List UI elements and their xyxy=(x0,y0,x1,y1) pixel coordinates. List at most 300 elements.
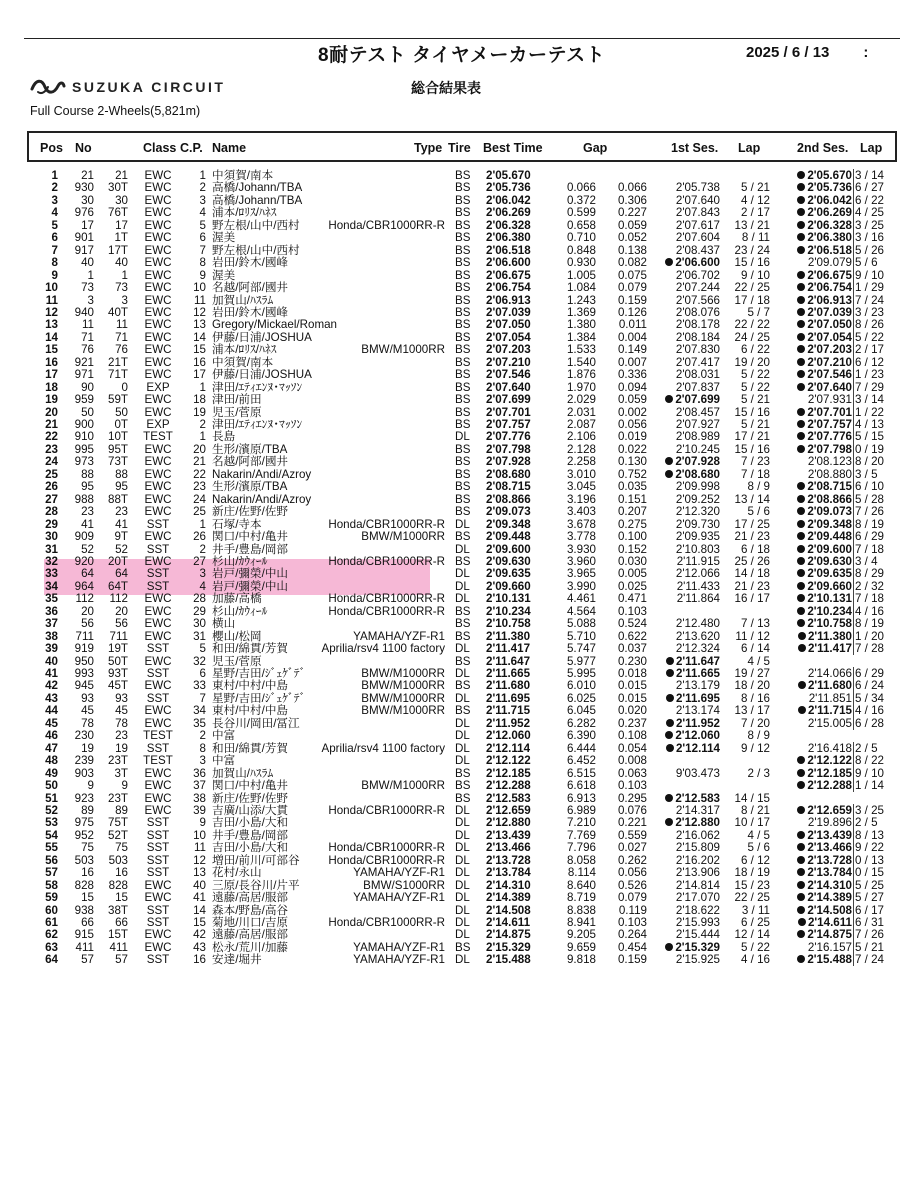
cell-cp: 7 xyxy=(199,691,206,705)
cell-2nd-session: 2'14.389 xyxy=(778,892,852,904)
cell-tire: BS xyxy=(455,554,471,568)
cell-1st-lap: 5 / 21 xyxy=(740,181,770,195)
table-row xyxy=(0,805,923,817)
cell-1st-lap: 5 / 22 xyxy=(740,380,770,394)
cell-name: 中富 xyxy=(212,754,236,768)
cell-class: EWC xyxy=(144,455,172,469)
cell-2nd-session: 2'07.798 xyxy=(778,444,852,456)
cell-name: 生形/濱原/TBA xyxy=(212,442,288,456)
cell-gap-top: 1.876 xyxy=(566,368,596,382)
cell-1st-lap: 5 / 21 xyxy=(740,393,770,407)
cell-pos: 37 xyxy=(45,617,58,631)
cell-1st-lap: 10 / 17 xyxy=(734,816,770,830)
cell-1st-lap: 2 / 17 xyxy=(740,206,770,220)
cell-tire: BS xyxy=(455,480,471,494)
table-row xyxy=(0,892,923,904)
course-label: Full Course 2-Wheels(5,821m) xyxy=(30,104,201,118)
best-lap-dot-icon xyxy=(797,843,805,851)
cell-cp: 1 xyxy=(199,430,206,444)
cell-no: 40 xyxy=(81,256,94,270)
cell-no: 21 xyxy=(81,169,94,182)
best-lap-dot-icon xyxy=(797,582,805,590)
cell-2nd-session: 2'09.600 xyxy=(778,544,852,556)
cell-1st-session: 2'13.179 xyxy=(675,679,720,693)
cell-no-alt: 73 xyxy=(115,281,128,295)
cell-class: EWC xyxy=(144,891,172,905)
cell-name: 杉山/ｶｳｨｰﾙ xyxy=(212,554,268,568)
cell-tire: BS xyxy=(455,281,471,295)
best-lap-dot-icon xyxy=(797,283,805,291)
cell-gap-prev: 0.264 xyxy=(617,928,647,942)
cell-cp: 18 xyxy=(193,393,206,407)
best-lap-dot-icon xyxy=(797,370,805,378)
cell-name: 岩田/鈴木/國峰 xyxy=(212,256,289,270)
cell-pos: 47 xyxy=(45,741,58,755)
cell-tire: BS xyxy=(455,355,471,369)
cell-gap-top: 5.977 xyxy=(566,654,596,668)
cell-class: EWC xyxy=(144,766,172,780)
cell-2nd-session: 2'12.122 xyxy=(778,755,852,767)
cell-2nd-lap: 0 / 13 xyxy=(855,853,885,867)
best-lap-dot-icon xyxy=(797,445,805,453)
cell-pos: 48 xyxy=(45,754,58,768)
cell-no: 16 xyxy=(81,866,94,880)
cell-type: Aprilia/rsv4 1100 factory xyxy=(321,642,445,656)
table-row xyxy=(0,357,923,369)
cell-gap-top: 0.372 xyxy=(566,193,596,207)
best-lap-dot-icon xyxy=(797,221,805,229)
table-row xyxy=(0,842,923,854)
cell-no-alt: 95 xyxy=(115,480,128,494)
cell-2nd-session: 2'07.931 xyxy=(807,393,852,407)
cell-no: 993 xyxy=(74,667,94,680)
cell-name: Gregory/Mickael/Roman xyxy=(212,318,337,332)
cell-pos: 9 xyxy=(51,268,58,282)
cell-no-alt: 71 xyxy=(115,330,128,344)
cell-cp: 14 xyxy=(193,903,206,917)
cell-gap-prev: 0.622 xyxy=(617,629,647,643)
logo-text: SUZUKA CIRCUIT xyxy=(72,79,226,95)
cell-best-time: 2'09.660 xyxy=(486,579,531,593)
cell-no: 920 xyxy=(74,554,94,568)
cell-class: EWC xyxy=(144,928,172,942)
col-no: No xyxy=(75,141,92,155)
cell-1st-session: 2'07.617 xyxy=(675,218,720,232)
cell-gap-top: 2.029 xyxy=(566,393,596,407)
cell-gap-top: 3.930 xyxy=(566,542,596,556)
cell-pos: 32 xyxy=(45,554,58,568)
cell-class: EWC xyxy=(144,393,172,407)
cell-gap-top: 9.205 xyxy=(566,928,596,942)
cell-class: SST xyxy=(146,916,170,929)
cell-gap-prev: 0.059 xyxy=(617,393,647,407)
cell-2nd-lap: 5 / 28 xyxy=(855,492,885,506)
cell-2nd-session: 2'14.508 xyxy=(778,905,852,917)
cell-cp: 42 xyxy=(193,928,206,942)
table-row xyxy=(0,444,923,456)
cell-2nd-lap: 7 / 28 xyxy=(855,642,885,656)
best-lap-dot-icon xyxy=(797,520,805,528)
cell-gap-top: 1.243 xyxy=(566,293,596,307)
cell-name: 吉田/小島/大和 xyxy=(212,841,289,855)
cell-2nd-lap: 5 / 15 xyxy=(855,430,885,444)
cell-best-time: 2'05.670 xyxy=(486,169,531,182)
cell-no: 923 xyxy=(74,791,94,805)
cell-no-alt: 20 xyxy=(115,604,128,618)
cell-pos: 51 xyxy=(45,791,58,805)
cell-tire: BS xyxy=(455,169,471,182)
cell-no: 995 xyxy=(74,442,94,456)
cell-gap-prev: 0.221 xyxy=(617,816,647,830)
cell-name: 長谷川/岡田/冨江 xyxy=(212,716,300,730)
cell-tire: BS xyxy=(455,380,471,394)
cell-name: 児玉/菅原 xyxy=(212,654,262,668)
cell-name: 杉山/ｶｳｨｰﾙ xyxy=(212,604,268,618)
table-row xyxy=(0,419,923,431)
cell-best-time: 2'14.875 xyxy=(486,928,531,942)
cell-2nd-lap: 9 / 10 xyxy=(855,766,885,780)
cell-gap-top: 3.965 xyxy=(566,567,596,581)
cell-tire: BS xyxy=(455,231,471,245)
cell-2nd-session: 2'06.042 xyxy=(778,195,852,207)
best-lap-dot-icon xyxy=(797,196,805,204)
cell-no-alt: 10T xyxy=(108,430,128,444)
table-row xyxy=(0,730,923,742)
cell-cp: 10 xyxy=(193,828,206,842)
cell-pos: 39 xyxy=(45,642,58,656)
cell-1st-session: 2'11.952 xyxy=(654,718,720,730)
cell-no-alt: 30 xyxy=(115,193,128,207)
cell-type: Honda/CBR1000RR-R xyxy=(328,916,445,929)
cell-no-alt: 23 xyxy=(115,505,128,519)
cell-class: SST xyxy=(146,579,170,593)
cell-1st-lap: 18 / 20 xyxy=(734,679,770,693)
cell-2nd-session: 2'07.776 xyxy=(778,431,852,443)
cell-no-alt: 45T xyxy=(108,679,128,693)
cell-1st-lap: 24 / 25 xyxy=(734,330,770,344)
cell-best-time: 2'06.518 xyxy=(486,243,531,257)
cell-tire: BS xyxy=(455,654,471,668)
cell-gap-prev: 0.002 xyxy=(617,405,647,419)
cell-gap-prev: 0.030 xyxy=(617,554,647,568)
cell-best-time: 2'11.695 xyxy=(486,691,531,705)
cell-2nd-lap: 6 / 24 xyxy=(855,679,885,693)
cell-best-time: 2'14.310 xyxy=(486,878,531,892)
cell-2nd-session: 2'14.066 xyxy=(807,667,852,680)
cell-no-alt: 30T xyxy=(108,181,128,195)
cell-pos: 14 xyxy=(45,330,58,344)
cell-cp: 15 xyxy=(193,343,206,357)
cell-gap-top: 0.066 xyxy=(566,181,596,195)
cell-name: 東村/中村/中島 xyxy=(212,704,289,718)
cell-no-alt: 9 xyxy=(121,779,128,793)
table-row xyxy=(0,668,923,680)
cell-name: 森本/野島/高谷 xyxy=(212,903,289,917)
cell-cp: 36 xyxy=(193,766,206,780)
cell-1st-lap: 21 / 23 xyxy=(734,530,770,544)
best-lap-dot-icon xyxy=(798,706,806,714)
cell-class: EWC xyxy=(144,505,172,519)
cell-gap-top: 1.384 xyxy=(566,330,596,344)
cell-2nd-lap: 8 / 26 xyxy=(855,318,885,332)
cell-pos: 22 xyxy=(45,430,58,444)
cell-type: BMW/S1000RR xyxy=(363,878,445,892)
cell-2nd-session: 2'14.310 xyxy=(778,880,852,892)
cell-1st-session: 2'12.583 xyxy=(654,793,720,805)
cell-no-alt: 88T xyxy=(108,492,128,506)
best-lap-dot-icon xyxy=(797,893,805,901)
cell-2nd-lap: 7 / 29 xyxy=(855,380,885,394)
cell-no: 230 xyxy=(74,729,94,743)
cell-pos: 55 xyxy=(45,841,58,855)
cell-tire: DL xyxy=(455,891,470,905)
cell-2nd-session: 2'12.185 xyxy=(778,768,852,780)
cell-no: 411 xyxy=(75,940,94,954)
cell-name: 中須賀/南本 xyxy=(212,355,274,369)
cell-tire: DL xyxy=(455,903,470,917)
col-cp: C.P. xyxy=(180,141,203,155)
table-row xyxy=(0,793,923,805)
table-row xyxy=(0,220,923,232)
best-lap-dot-icon xyxy=(797,831,805,839)
cell-1st-session: 2'16.202 xyxy=(675,853,720,867)
cell-name: 櫻山/松岡 xyxy=(212,629,262,643)
cell-class: EWC xyxy=(144,343,172,357)
cell-gap-top: 7.210 xyxy=(566,816,596,830)
cell-cp: 1 xyxy=(199,169,206,182)
cell-gap-top: 1.533 xyxy=(566,343,596,357)
cell-pos: 1 xyxy=(51,169,58,182)
cell-no: 112 xyxy=(75,592,94,606)
cell-1st-session: 2'08.178 xyxy=(675,318,720,332)
cell-2nd-session: 2'09.079 xyxy=(807,256,852,270)
cell-2nd-lap: 5 / 26 xyxy=(855,243,885,257)
cell-tire: BS xyxy=(455,243,471,257)
cell-name: 長島 xyxy=(212,430,236,444)
cell-name: 浦本/ﾛﾘｽ/ﾊﾈｽ xyxy=(212,206,277,220)
cell-tire: DL xyxy=(455,592,470,606)
cell-no: 938 xyxy=(74,903,94,917)
cell-tire: BS xyxy=(455,442,471,456)
cell-pos: 46 xyxy=(45,729,58,743)
cell-tire: DL xyxy=(455,567,470,581)
cell-best-time: 2'07.210 xyxy=(486,355,531,369)
cell-no: 20 xyxy=(81,604,94,618)
cell-1st-session: 2'14.317 xyxy=(675,803,720,817)
cell-1st-lap: 19 / 27 xyxy=(734,667,770,680)
cell-2nd-lap: 7 / 18 xyxy=(855,542,885,556)
best-lap-dot-icon xyxy=(798,681,806,689)
cell-name: 高橋/Johann/TBA xyxy=(212,193,303,207)
cell-no: 973 xyxy=(74,455,94,469)
cell-class: EWC xyxy=(144,878,172,892)
cell-pos: 23 xyxy=(45,442,58,456)
cell-2nd-lap: 2 / 5 xyxy=(855,816,878,830)
best-lap-dot-icon xyxy=(797,756,805,764)
cell-best-time: 2'13.784 xyxy=(486,866,531,880)
cell-class: EWC xyxy=(144,281,172,295)
cell-no: 921 xyxy=(74,355,94,369)
cell-gap-prev: 0.336 xyxy=(617,368,647,382)
best-lap-dot-icon xyxy=(797,495,805,503)
cell-1st-lap: 13 / 21 xyxy=(734,218,770,232)
cell-1st-session: 2'12.114 xyxy=(654,743,720,755)
cell-type: BMW/M1000RR xyxy=(361,667,445,680)
cell-cp: 2 xyxy=(199,181,206,195)
cell-no: 971 xyxy=(74,368,94,382)
cell-tire: DL xyxy=(455,916,470,929)
best-lap-dot-icon xyxy=(797,183,805,191)
cell-1st-lap: 5 / 7 xyxy=(747,305,770,319)
cell-class: EWC xyxy=(144,679,172,693)
cell-no: 15 xyxy=(81,891,94,905)
cell-tire: DL xyxy=(455,430,470,444)
best-lap-dot-icon xyxy=(797,383,805,391)
cell-pos: 50 xyxy=(45,779,58,793)
cell-tire: BS xyxy=(455,505,471,519)
cell-2nd-session: 2'16.418 xyxy=(807,741,852,755)
cell-name: 三原/長谷川/片平 xyxy=(212,878,300,892)
cell-best-time: 2'08.680 xyxy=(486,467,531,481)
cell-cp: 12 xyxy=(193,853,206,867)
cell-1st-session: 2'12.480 xyxy=(675,617,720,631)
cell-best-time: 2'11.665 xyxy=(486,667,531,680)
cell-2nd-session: 2'07.054 xyxy=(778,332,852,344)
cell-type: Honda/CBR1000RR-R xyxy=(328,218,445,232)
best-lap-dot-icon xyxy=(665,470,673,478)
table-row xyxy=(0,481,923,493)
cell-1st-lap: 21 / 23 xyxy=(734,579,770,593)
cell-gap-top: 3.990 xyxy=(566,579,596,593)
cell-class: EWC xyxy=(144,181,172,195)
cell-pos: 49 xyxy=(45,766,58,780)
cell-1st-lap: 7 / 18 xyxy=(740,467,770,481)
cell-name: 伊藤/日浦/JOSHUA xyxy=(212,330,312,344)
cell-class: EWC xyxy=(144,330,172,344)
cell-2nd-session: 2'14.611 xyxy=(778,917,852,929)
cell-cp: 5 xyxy=(199,642,206,656)
cell-name: 横山 xyxy=(212,617,236,631)
cell-gap-prev: 0.079 xyxy=(617,281,647,295)
cell-cp: 1 xyxy=(199,517,206,531)
cell-cp: 3 xyxy=(199,193,206,207)
cell-2nd-lap: 5 / 21 xyxy=(855,940,885,954)
cell-cp: 39 xyxy=(193,803,206,817)
cell-no-alt: 112 xyxy=(109,592,128,606)
cell-tire: BS xyxy=(455,679,471,693)
cell-cp: 11 xyxy=(193,841,206,855)
cell-gap-prev: 0.108 xyxy=(617,729,647,743)
cell-pos: 33 xyxy=(45,567,58,581)
cell-gap-prev: 0.056 xyxy=(617,418,647,431)
best-lap-dot-icon xyxy=(797,171,805,179)
cell-1st-lap: 22 / 25 xyxy=(734,281,770,295)
cell-name: 松永/荒川/加藤 xyxy=(212,940,289,954)
cell-no-alt: 21 xyxy=(115,169,128,182)
cell-cp: 37 xyxy=(193,779,206,793)
cell-1st-lap: 11 / 12 xyxy=(735,629,770,643)
cell-cp: 22 xyxy=(193,467,206,481)
cell-name: 加賀山/ﾊｽﾗﾑ xyxy=(212,293,274,307)
best-lap-dot-icon xyxy=(797,545,805,553)
best-lap-dot-icon xyxy=(666,669,674,677)
cell-2nd-session: 2'10.131 xyxy=(778,593,852,605)
cell-no-alt: 40T xyxy=(108,305,128,319)
cell-gap-prev: 0.103 xyxy=(617,604,647,618)
best-lap-dot-icon xyxy=(797,208,805,216)
cell-type: Aprilia/rsv4 1100 factory xyxy=(321,741,445,755)
cell-2nd-lap: 2 / 5 xyxy=(855,741,878,755)
cell-no-alt: 95T xyxy=(108,442,128,456)
cell-no-alt: 23 xyxy=(115,729,128,743)
cell-2nd-session: 2'07.640 xyxy=(778,382,852,394)
cell-no-alt: 17 xyxy=(115,218,128,232)
cell-no-alt: 71T xyxy=(108,368,128,382)
cell-tire: BS xyxy=(455,256,471,270)
table-row xyxy=(0,867,923,879)
table-row xyxy=(0,257,923,269)
cell-2nd-session: 2'13.784 xyxy=(778,867,852,879)
cell-cp: 26 xyxy=(193,530,206,544)
cell-gap-prev: 0.052 xyxy=(617,231,647,245)
cell-class: SST xyxy=(146,741,170,755)
cell-1st-session: 2'11.695 xyxy=(654,693,720,705)
cell-gap-top: 9.659 xyxy=(566,940,596,954)
cell-pos: 2 xyxy=(51,181,58,195)
cell-best-time: 2'09.348 xyxy=(486,517,531,531)
cell-no-alt: 88 xyxy=(115,467,128,481)
cell-2nd-lap: 3 / 14 xyxy=(855,393,885,407)
cell-class: EWC xyxy=(144,716,172,730)
cell-tire: BS xyxy=(455,791,471,805)
cell-gap-prev: 0.094 xyxy=(617,380,647,394)
cell-class: EWC xyxy=(144,218,172,232)
cell-no: 3 xyxy=(87,293,94,307)
cell-best-time: 2'15.488 xyxy=(486,953,531,967)
cell-no-alt: 1T xyxy=(114,231,128,245)
cell-cp: 3 xyxy=(199,567,206,581)
cell-name: 加藤/高橋 xyxy=(212,592,262,606)
cell-best-time: 2'06.042 xyxy=(486,193,531,207)
cell-2nd-lap: 1 / 23 xyxy=(855,368,885,382)
cell-gap-top: 6.618 xyxy=(566,779,596,793)
cell-no: 19 xyxy=(81,741,94,755)
cell-best-time: 2'06.269 xyxy=(486,206,531,220)
cell-1st-session: 2'09.252 xyxy=(675,492,720,506)
table-row xyxy=(0,295,923,307)
cell-cp: 35 xyxy=(193,716,206,730)
best-lap-dot-icon xyxy=(666,719,674,727)
cell-no: 9 xyxy=(87,779,94,793)
cell-gap-top: 2.258 xyxy=(566,455,596,469)
cell-type: YAMAHA/YZF-R1 xyxy=(353,940,445,954)
cell-no-alt: 19 xyxy=(115,741,128,755)
cell-class: EXP xyxy=(146,380,170,394)
cell-best-time: 2'07.054 xyxy=(486,330,531,344)
cell-name: 石塚/寺本 xyxy=(212,517,262,531)
cell-1st-lap: 6 / 12 xyxy=(740,853,770,867)
cell-no: 711 xyxy=(75,629,94,643)
cell-2nd-lap: 4 / 13 xyxy=(855,418,885,431)
cell-1st-lap: 4 / 16 xyxy=(740,953,770,967)
cell-1st-session: 2'15.809 xyxy=(675,841,720,855)
cell-pos: 25 xyxy=(45,467,58,481)
cell-pos: 41 xyxy=(45,667,58,680)
cell-tire: DL xyxy=(455,579,470,593)
cell-name: 野左根/山中/西村 xyxy=(212,218,300,232)
best-lap-dot-icon xyxy=(797,320,805,328)
cell-1st-lap: 22 / 25 xyxy=(734,891,770,905)
